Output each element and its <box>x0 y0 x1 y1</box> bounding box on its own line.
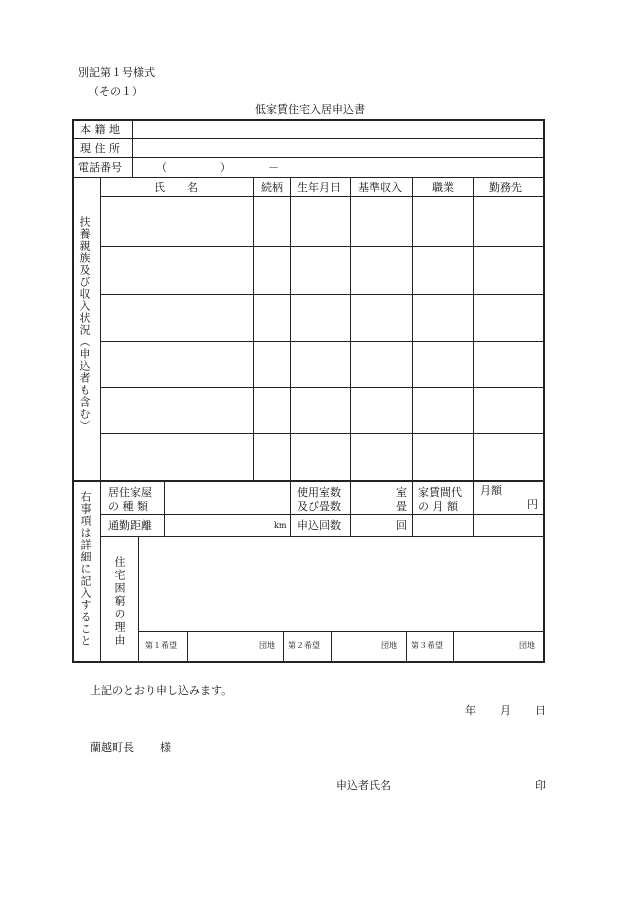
col-name: 氏 名 <box>154 181 198 194</box>
rooms-unit-2: 畳 <box>396 500 407 513</box>
form-title: 低家賃住宅入居申込書 <box>255 103 365 116</box>
rooms-label-2: 及び畳数 <box>297 500 341 513</box>
day-label: 日 <box>535 704 546 717</box>
count-label: 申込回数 <box>297 519 341 532</box>
address-label: 現 住 所 <box>80 142 120 155</box>
col-occupation: 職業 <box>432 181 454 194</box>
applicant-name-label: 申込者氏名 <box>336 779 391 792</box>
housing-side-label: 右事項は詳細に記入すること <box>79 491 92 647</box>
wish1-label: 第１希望 <box>145 641 177 650</box>
family-side-label: 扶養親族及び収入状況（申込者も含む） <box>78 216 91 432</box>
phone-dash: － <box>268 161 279 174</box>
seal-label: 印 <box>535 779 546 792</box>
form-sub: （その１） <box>88 85 143 98</box>
wish1-danchi: 団地 <box>259 641 275 650</box>
wish2-label: 第２希望 <box>288 641 320 650</box>
form-id: 別記第１号様式 <box>78 66 155 79</box>
rent-label-1: 家賃間代 <box>418 486 462 499</box>
domicile-label: 本 籍 地 <box>80 123 120 136</box>
wish3-label: 第３希望 <box>411 641 443 650</box>
month-label: 月 <box>500 704 511 717</box>
wish2-danchi: 団地 <box>381 641 397 650</box>
hardship-label: 住宅困窮の理由 <box>113 556 126 647</box>
house-type-label-2: の 種 類 <box>108 500 148 513</box>
rent-label-2: の 月 額 <box>418 500 458 513</box>
count-unit: 回 <box>396 519 407 532</box>
rooms-label-1: 使用室数 <box>297 486 341 499</box>
phone-open-paren: （ <box>156 161 167 174</box>
wish3-danchi: 団地 <box>519 641 535 650</box>
col-birthdate: 生年月日 <box>297 181 341 194</box>
house-type-label-1: 居住家屋 <box>108 486 152 499</box>
col-relation: 続柄 <box>261 181 283 194</box>
yen-unit: 円 <box>527 498 538 511</box>
km-unit: km <box>274 521 287 530</box>
year-label: 年 <box>465 704 476 717</box>
sama-label: 様 <box>160 741 171 754</box>
commute-label: 通勤距離 <box>108 519 152 532</box>
phone-label: 電話番号 <box>78 161 122 174</box>
addressee: 蘭越町長 <box>90 741 134 754</box>
col-workplace: 勤務先 <box>489 181 522 194</box>
rooms-unit-1: 室 <box>396 486 407 499</box>
monthly-label: 月額 <box>480 484 502 497</box>
phone-close-paren: ） <box>220 161 231 174</box>
col-income: 基準収入 <box>358 181 402 194</box>
statement: 上記のとおり申し込みます。 <box>90 684 233 697</box>
